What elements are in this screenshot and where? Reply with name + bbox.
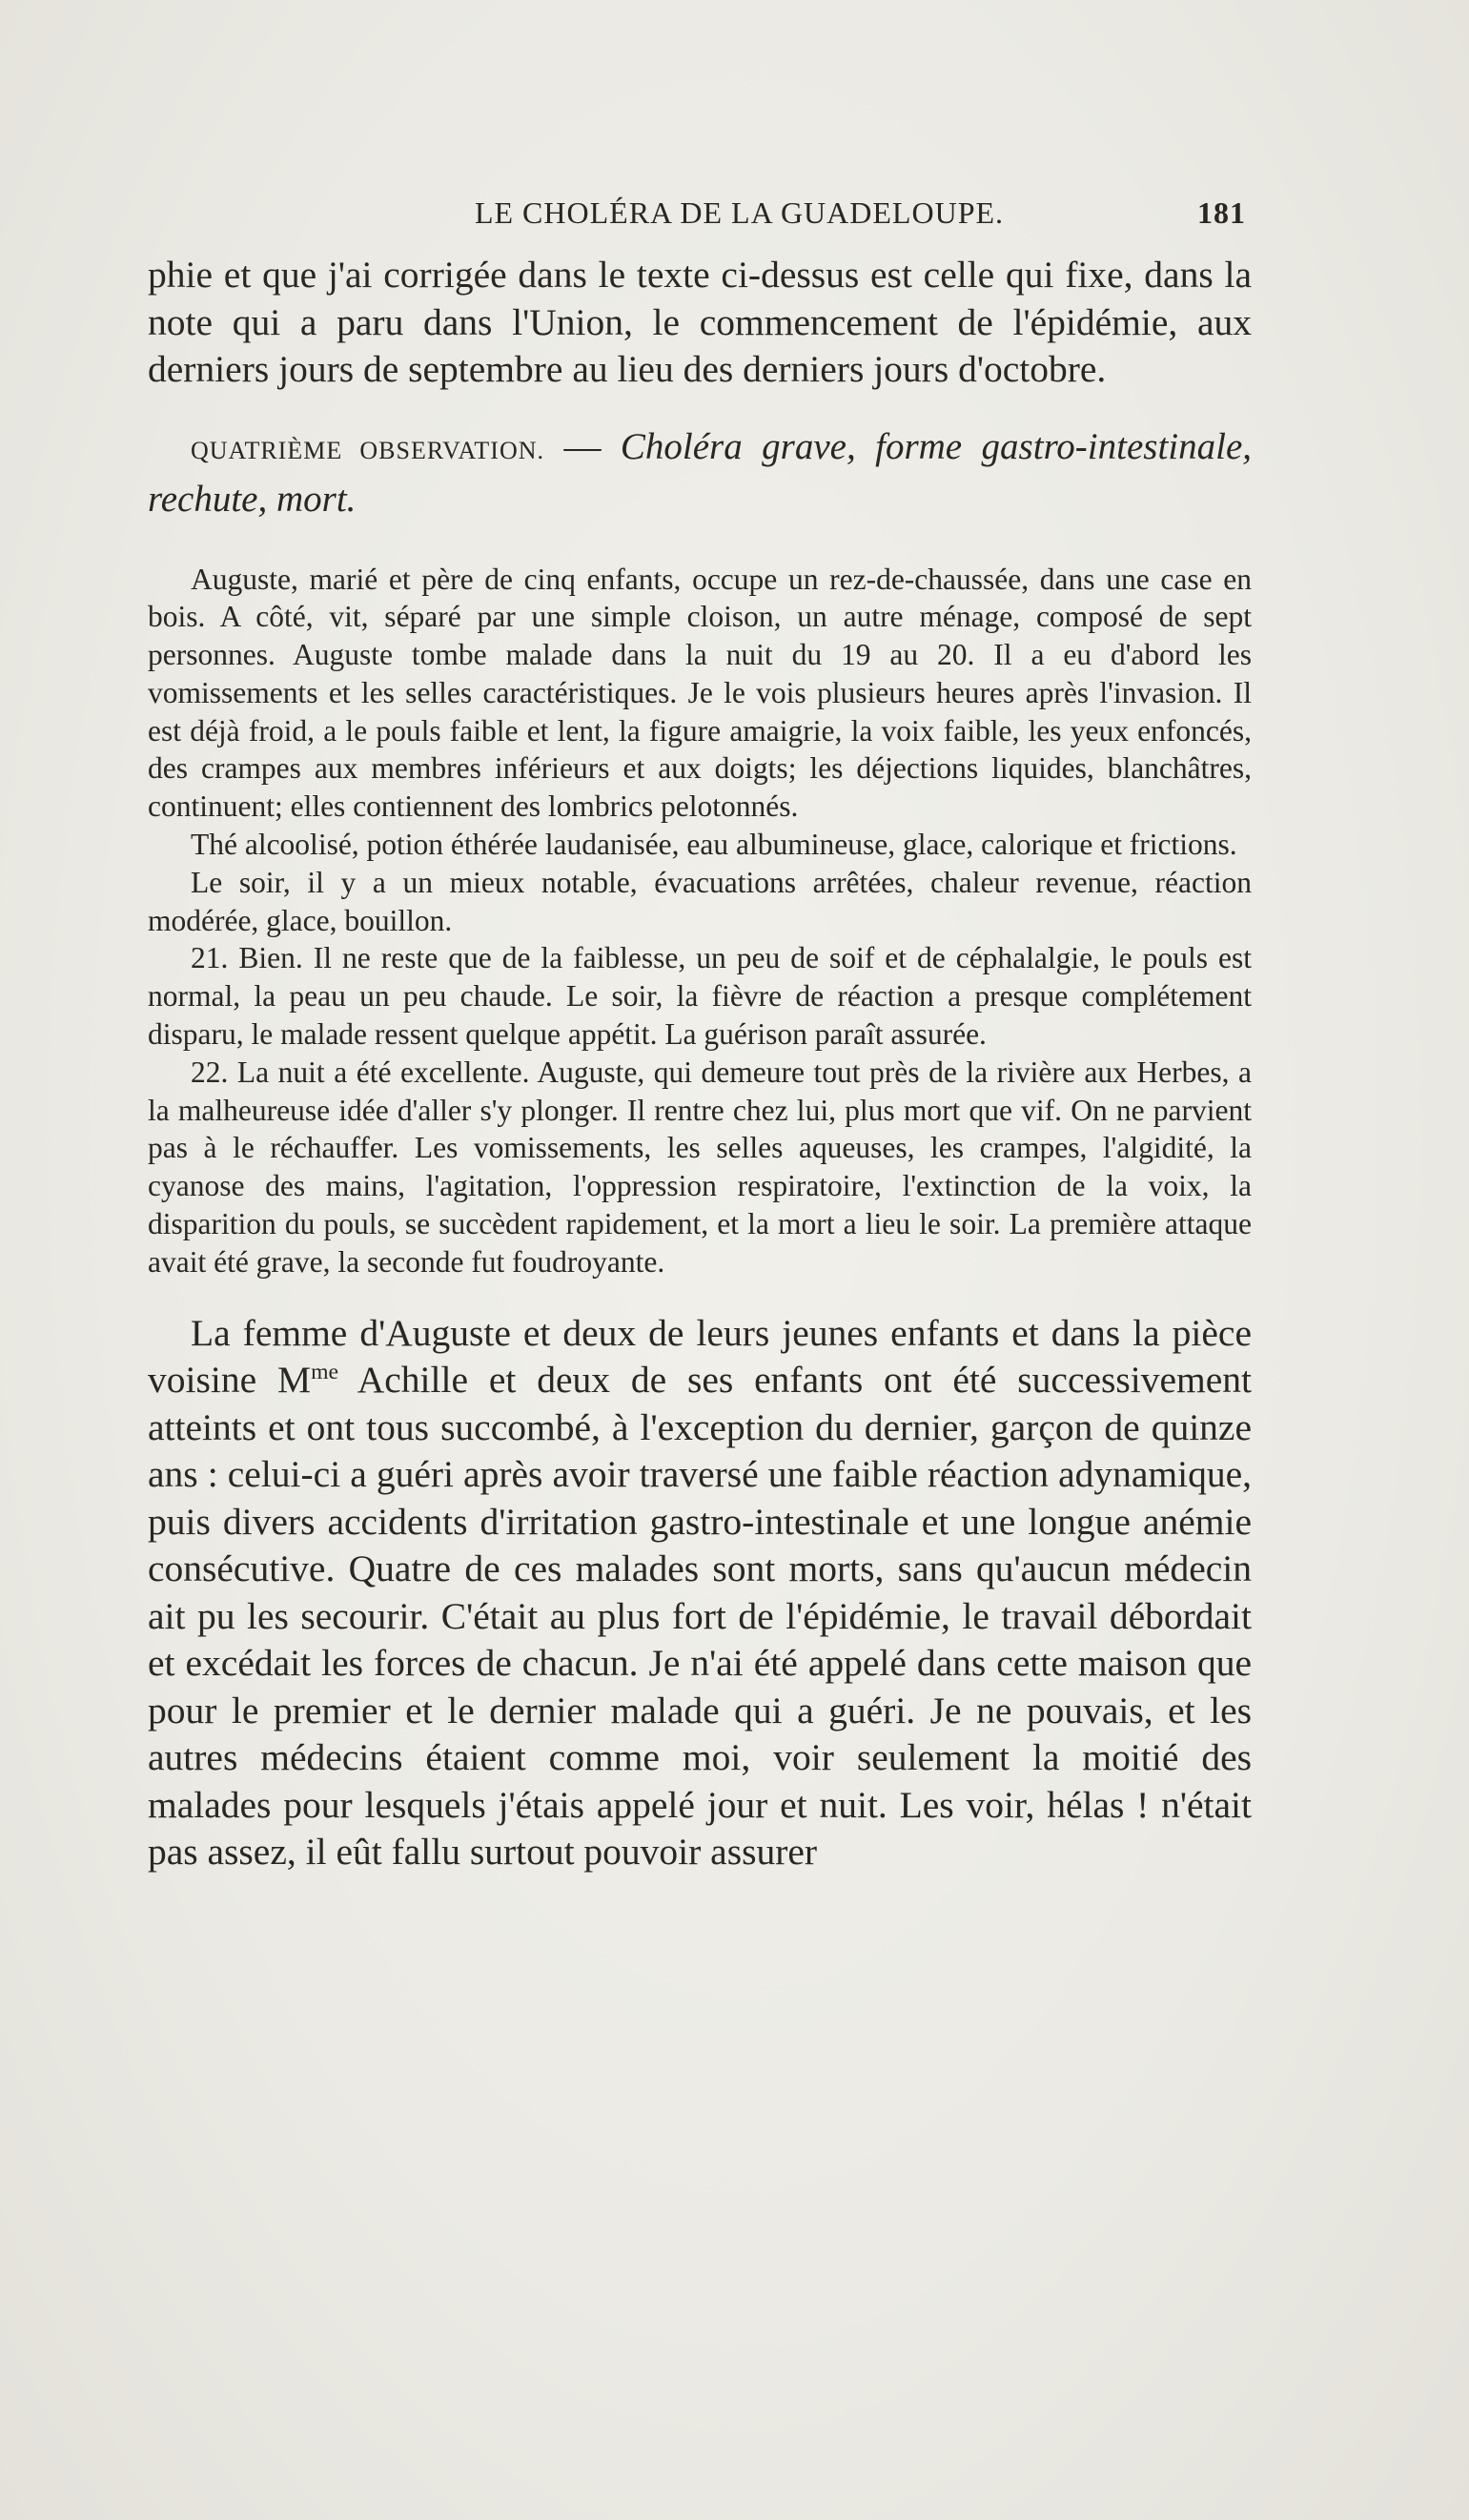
continuation-paragraph: phie et que j'ai corrigée dans le texte ci-dessus est celle qui fixe, dans la note qui a paru dans l'Union, le commencement de l'épidémie, aux derniers jours de septembre au lieu des derniers jours d'octobre.	[148, 254, 1252, 390]
closing-paragraph	[148, 1310, 1252, 1876]
text-column	[148, 191, 1252, 1876]
case-paragraph: 21. Bien. Il ne reste que de la faiblesse, un peu de soif et de céphalalgie, le pouls est normal, la peau un peu chaude. Le soir, la fièvre de réaction a presque complétement disparu, le malade ressent quelque appétit. La guérison paraît assurée.	[148, 941, 1252, 1052]
observation-title: Choléra grave, forme gastro-intestinale, rechute, mort.	[148, 425, 1253, 520]
case-paragraph: Thé alcoolisé, potion éthérée laudanisée, eau albumineuse, glace, calorique et frictions.	[191, 828, 1237, 862]
closing-text-start: La femme d'Auguste et deux de leurs jeunes enfants et dans la pièce voisine M	[148, 1311, 1252, 1402]
observation-heading	[148, 422, 1252, 523]
running-header	[148, 191, 1252, 235]
case-paragraph: Auguste, marié et père de cinq enfants, occupe un rez-de-chaussée, dans une case en bois. A côté, vit, séparé par une simple cloison, un autre ménage, composé de sept personnes. Auguste tombe malade dans la nuit du 19 au 20. Il a eu d'abord les vomissements et les selles caractéristiques. Je le vois plusieurs heures après l'invasion. Il est déjà froid, a le pouls faible et lent, la figure amaigrie, la voix faible, les yeux enfoncés, des crampes aux membres inférieurs et aux doigts; les déjections liquides, blanchâtres, continuent; elles contiennent des lombrics pelotonnés.	[148, 562, 1252, 824]
observation-label: QUATRIÈME OBSERVATION.	[191, 436, 545, 464]
closing-text-end: Achille et deux de ses enfants ont été successivement atteints et ont tous succombé, à l'exception du dernier, garçon de quinze ans : celui-ci a guéri après avoir traversé une faible réaction adynamique, puis divers accidents d'irritation gastro-intestinale et une longue anémie consécutive. Quatre de ces malades sont morts, sans qu'aucun médecin ait pu les secourir. C'était au plus fort de l'épidémie, le travail débordait et excédait les forces de chacun. Je n'ai été appelé dans cette maison que pour le premier et le dernier malade qui a guéri. Je ne pouvais, et les autres médecins étaient comme moi, voir seulement la moitié des malades pour lesquels j'étais appelé jour et nuit. Les voir, hélas ! n'était pas assez, il eût fallu surtout pouvoir assurer	[148, 1359, 1252, 1874]
title-superscript: me	[311, 1359, 339, 1384]
page-number: 181	[1197, 195, 1246, 230]
running-title: LE CHOLÉRA DE LA GUADELOUPE.	[474, 195, 1005, 230]
case-paragraph: 22. La nuit a été excellente. Auguste, qui demeure tout près de la rivière aux Herbes, a la malheureuse idée d'aller s'y plonger. Il rentre chez lui, plus mort que vif. On ne parvient pas à le réchauffer. Les vomissements, les selles aqueuses, les crampes, l'algidité, la cyanose des mains, l'agitation, l'oppression respiratoire, l'extinction de la voix, la disparition du pouls, se succèdent rapidement, et la mort a lieu le soir. La première attaque avait été grave, la seconde fut foudroyante.	[148, 1055, 1252, 1279]
observation-dash: —	[544, 425, 621, 467]
case-paragraph: Le soir, il y a un mieux notable, évacuations arrêtées, chaleur revenue, réaction modérée, glace, bouillon.	[148, 865, 1252, 937]
